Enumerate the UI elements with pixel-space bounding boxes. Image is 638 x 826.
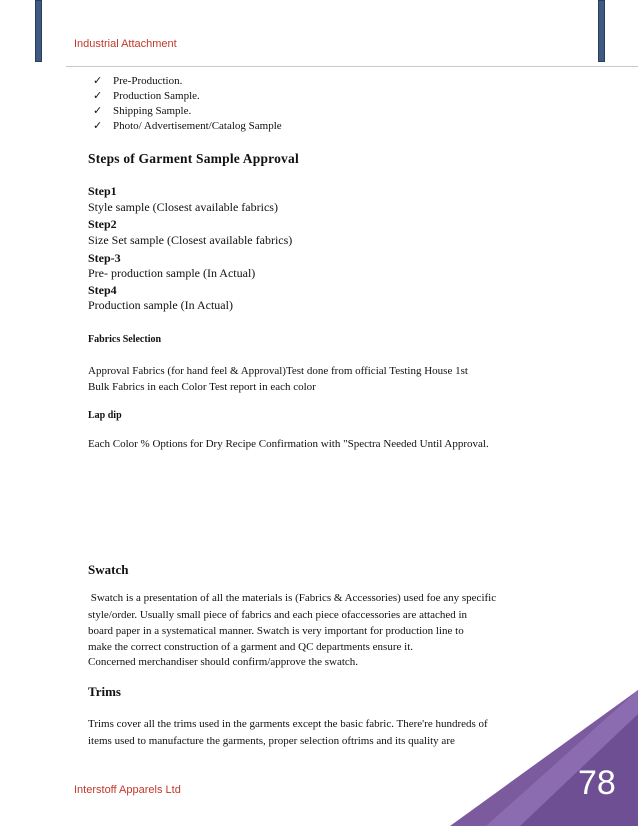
swatch-line: style/order. Usually small piece of fabrics and each piece ofaccessories are attached in: [88, 609, 468, 621]
list-item-text: Shipping Sample.: [113, 105, 192, 117]
step-label: Step1: [88, 184, 117, 198]
step-label: Step2: [88, 217, 117, 231]
page-number: 78: [578, 764, 616, 802]
step-description: Production sample (In Actual): [88, 298, 233, 312]
swatch-line: Swatch is a presentation of all the materials is (Fabrics & Accessories) used foe any specific: [88, 592, 497, 604]
header-divider: [66, 66, 638, 67]
step-label: Step-3: [88, 251, 121, 265]
approval-heading: Steps of Garment Sample Approval: [88, 151, 299, 166]
step-description: Pre- production sample (In Actual): [88, 266, 256, 280]
footer-company: Interstoff Apparels Ltd: [74, 784, 181, 796]
trims-line: Trims cover all the trims used in the garments except the basic fabric. There're hundreds of: [88, 718, 488, 730]
checkmark-icon: ✓: [93, 75, 103, 87]
fabrics-heading: Fabrics Selection: [88, 334, 162, 345]
swatch-heading: Swatch: [88, 562, 129, 577]
checkmark-icon: ✓: [93, 120, 103, 132]
step-description: Size Set sample (Closest available fabrics): [88, 233, 293, 247]
list-item-text: Photo/ Advertisement/Catalog Sample: [113, 120, 282, 132]
lapdip-text: Each Color % Options for Dry Recipe Confirmation with "Spectra Needed Until Approval.: [88, 438, 489, 450]
trims-line: items used to manufacture the garments, proper selection oftrims and its quality are: [88, 735, 455, 747]
list-item-text: Pre-Production.: [113, 75, 183, 87]
left-header-bar: [35, 0, 42, 62]
list-item: [93, 119, 282, 134]
list-item: [93, 89, 282, 104]
trims-heading: Trims: [88, 684, 121, 699]
right-header-bar: [598, 0, 605, 62]
step-label: Step4: [88, 283, 117, 297]
fabrics-line: Bulk Fabrics in each Color Test report in each color: [88, 381, 316, 393]
list-item: [93, 74, 282, 89]
list-item: [93, 104, 282, 119]
header-title: Industrial Attachment: [74, 38, 177, 50]
checkmark-icon: ✓: [93, 90, 103, 102]
swatch-line: board paper in a systematical manner. Swatch is very important for production line to: [88, 625, 464, 637]
sample-checklist: [93, 74, 282, 134]
fabrics-line: Approval Fabrics (for hand feel & Approval)Test done from official Testing House 1st: [88, 365, 468, 377]
swatch-line: Concerned merchandiser should confirm/approve the swatch.: [88, 656, 359, 668]
lapdip-heading: Lap dip: [88, 410, 122, 421]
swatch-line: make the correct construction of a garment and QC departments ensure it.: [88, 641, 413, 653]
list-item-text: Production Sample.: [113, 90, 200, 102]
step-description: Style sample (Closest available fabrics): [88, 200, 278, 214]
checkmark-icon: ✓: [93, 105, 103, 117]
page-corner-decoration: [450, 690, 638, 826]
